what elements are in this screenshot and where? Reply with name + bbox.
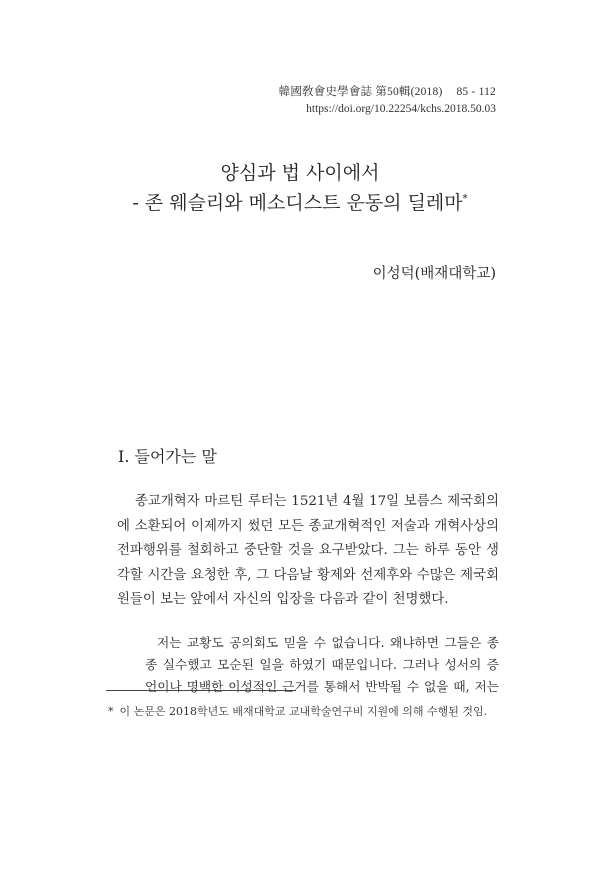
journal-citation	[279, 84, 496, 101]
footnote-marker[interactable]: *	[462, 193, 468, 205]
running-head	[279, 84, 496, 118]
doi-link[interactable]: https://doi.org/10.22254/kchs.2018.50.03	[306, 103, 496, 115]
subtitle-text: - 존 웨슬리와 메소디스트 운동의 딜레마	[132, 192, 463, 214]
block-quote: 저는 교황도 공의회도 믿을 수 없습니다. 왜냐하면 그들은 종종 실수했고 모순된 일을 하였기 때문입니다. 그러나 성서의 증언이나 명백한 이성적인 근거를 통해서 반박될 수 없을 때, 저는	[145, 635, 499, 694]
title-block	[0, 158, 600, 218]
paper-title: 양심과 법 사이에서	[220, 162, 380, 184]
footnote	[108, 703, 487, 719]
footnote-text: 이 논문은 2018학년도 배재대학교 교내학술연구비 지원에 의해 수행된 것임.	[119, 705, 488, 718]
journal-name: 韓國敎會史學會誌 第50輯(2018)	[278, 86, 443, 98]
body-paragraph: 종교개혁자 마르틴 루터는 1521년 4월 17일 보름스 제국회의에 소환되어 이제까지 썼던 모든 종교개혁적인 저술과 개혁사상의 전파행위를 철회하고 중단할 것을 요구받았다. 그는 하루 동안 생각할 시간을 요청한 후, 그 다음날 황제와 선제후와 수많은 제국회원들이 보는 앞에서 자신의 입장을 다음과 같이 천명했다.	[117, 494, 499, 607]
paper-subtitle	[0, 188, 600, 218]
author-affiliation: 이성덕(배재대학교)	[372, 266, 496, 282]
section-heading: I. 들어가는 말	[118, 447, 217, 466]
page-range: 85 - 112	[456, 86, 496, 98]
footnote-mark: *	[108, 705, 114, 718]
footnote-divider	[106, 690, 296, 691]
